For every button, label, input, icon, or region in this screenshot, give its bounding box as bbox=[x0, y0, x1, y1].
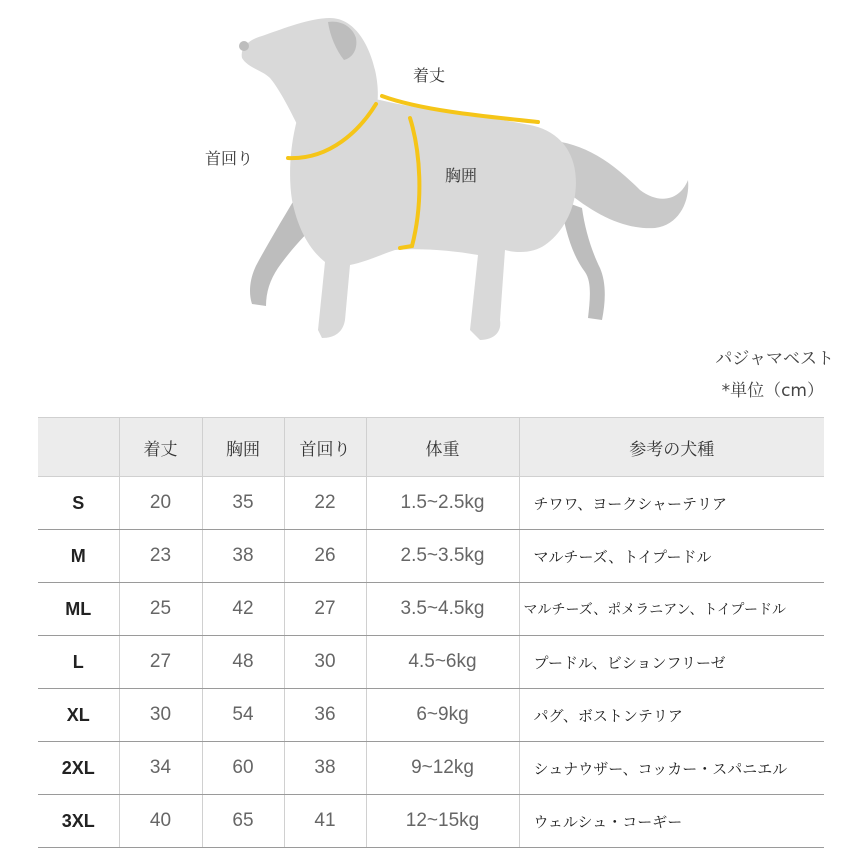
product-name: パジャマベスト bbox=[715, 349, 834, 369]
chest-cell: 60 bbox=[202, 742, 284, 795]
weight-cell: 3.5~4.5kg bbox=[366, 583, 519, 636]
dog-measurement-diagram bbox=[0, 0, 860, 360]
dog-nose bbox=[239, 41, 249, 51]
table-row bbox=[38, 795, 824, 848]
chest-cell: 42 bbox=[202, 583, 284, 636]
size-cell: M bbox=[38, 530, 119, 583]
neck-cell: 38 bbox=[284, 742, 366, 795]
breeds-cell: パグ、ボストンテリア bbox=[519, 689, 824, 742]
dog-silhouette-illustration bbox=[0, 0, 860, 360]
header-size bbox=[38, 418, 119, 477]
length-cell: 40 bbox=[119, 795, 202, 848]
breeds-cell: プードル、ビションフリーゼ bbox=[519, 636, 824, 689]
weight-cell: 6~9kg bbox=[366, 689, 519, 742]
neck-cell: 27 bbox=[284, 583, 366, 636]
length-cell: 20 bbox=[119, 477, 202, 530]
neck-cell: 26 bbox=[284, 530, 366, 583]
weight-cell: 9~12kg bbox=[366, 742, 519, 795]
length-cell: 30 bbox=[119, 689, 202, 742]
neck-cell: 41 bbox=[284, 795, 366, 848]
breeds-cell: シュナウザー、コッカー・スパニエル bbox=[519, 742, 824, 795]
chest-cell: 54 bbox=[202, 689, 284, 742]
table-row bbox=[38, 477, 824, 530]
chest-cell: 38 bbox=[202, 530, 284, 583]
breeds-cell: ウェルシュ・コーギー bbox=[519, 795, 824, 848]
length-cell: 23 bbox=[119, 530, 202, 583]
length-label: 着丈 bbox=[413, 66, 446, 85]
header-length: 着丈 bbox=[119, 418, 202, 477]
neck-label: 首回り bbox=[205, 149, 254, 168]
length-cell: 27 bbox=[119, 636, 202, 689]
size-cell: 2XL bbox=[38, 742, 119, 795]
weight-cell: 4.5~6kg bbox=[366, 636, 519, 689]
table-header-row bbox=[38, 418, 824, 477]
header-chest: 胸囲 bbox=[202, 418, 284, 477]
chest-label: 胸囲 bbox=[445, 166, 478, 185]
breeds-cell: マルチーズ、ポメラニアン、トイプードル bbox=[519, 583, 824, 636]
chest-cell: 48 bbox=[202, 636, 284, 689]
weight-cell: 12~15kg bbox=[366, 795, 519, 848]
length-cell: 34 bbox=[119, 742, 202, 795]
size-cell: L bbox=[38, 636, 119, 689]
weight-cell: 1.5~2.5kg bbox=[366, 477, 519, 530]
weight-cell: 2.5~3.5kg bbox=[366, 530, 519, 583]
size-cell: XL bbox=[38, 689, 119, 742]
breeds-cell: マルチーズ、トイプードル bbox=[519, 530, 824, 583]
table-row bbox=[38, 530, 824, 583]
header-neck: 首回り bbox=[284, 418, 366, 477]
neck-cell: 30 bbox=[284, 636, 366, 689]
unit-note: *単位（cm） bbox=[721, 381, 824, 401]
header-breeds: 参考の犬種 bbox=[519, 418, 824, 477]
breeds-cell: チワワ、ヨークシャーテリア bbox=[519, 477, 824, 530]
chest-cell: 65 bbox=[202, 795, 284, 848]
neck-cell: 36 bbox=[284, 689, 366, 742]
size-cell: S bbox=[38, 477, 119, 530]
neck-cell: 22 bbox=[284, 477, 366, 530]
table-row bbox=[38, 636, 824, 689]
table-row bbox=[38, 742, 824, 795]
header-weight: 体重 bbox=[366, 418, 519, 477]
size-cell: ML bbox=[38, 583, 119, 636]
size-chart-table bbox=[38, 417, 824, 848]
chest-cell: 35 bbox=[202, 477, 284, 530]
size-cell: 3XL bbox=[38, 795, 119, 848]
table-row bbox=[38, 583, 824, 636]
table-row bbox=[38, 689, 824, 742]
length-cell: 25 bbox=[119, 583, 202, 636]
